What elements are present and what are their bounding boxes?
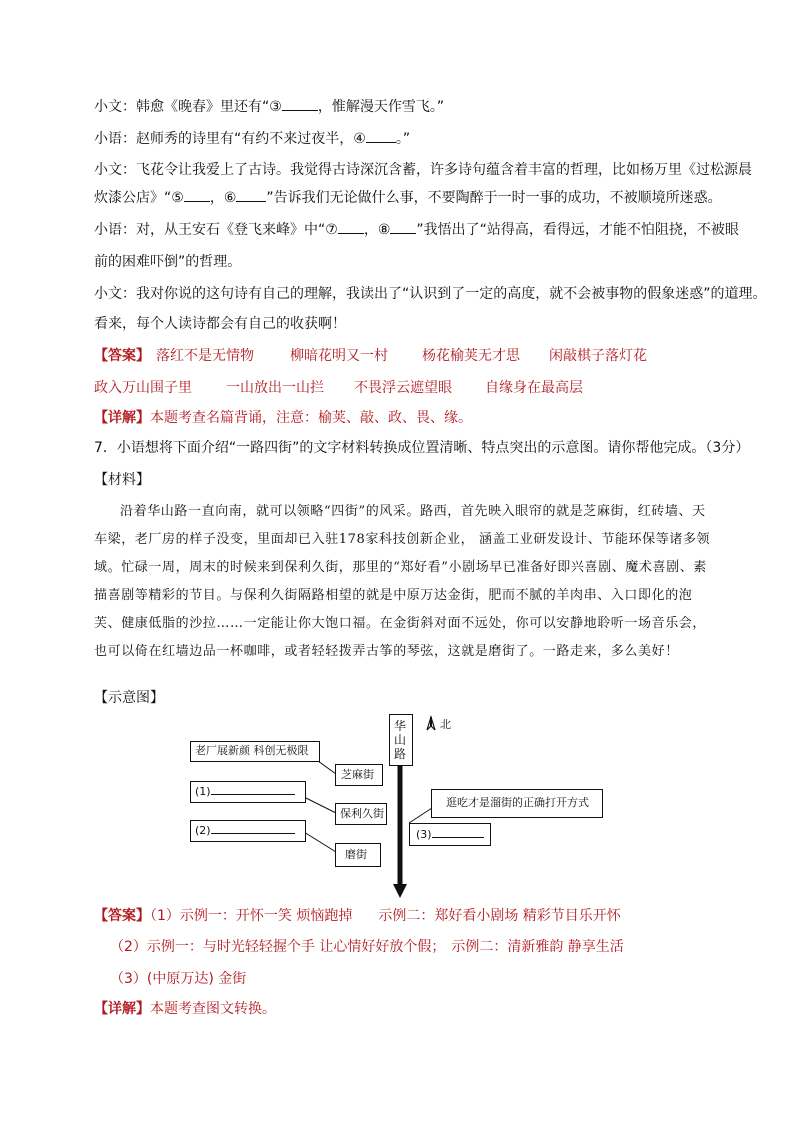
dialogue-line: 看来，每个人读诗都会有自己的收获啊！	[94, 316, 346, 332]
road-box: 华山路	[389, 714, 413, 766]
answer-item: 落红不是无情物	[156, 348, 254, 364]
dialogue-line: 炊漆公店》“⑤ ，⑥ ”告诉我们无论做什么事，不要陶醉于一时一事的成功，不被顺境所迷惑。	[94, 190, 722, 206]
answer-item: 政入万山围子里	[94, 380, 192, 396]
dialogue-line: 小文：韩愈《晚春》里还有“③ ，惟解漫天作雪飞。”	[94, 99, 445, 115]
dialogue-line: 前的困难吓倒”的哲理。	[94, 254, 242, 270]
answer-item: 闲敲棋子落灯花	[549, 348, 647, 364]
slogan-right-box: 逛吃才是溜街的正确打开方式	[431, 789, 603, 818]
street-box-zhima: 芝麻街	[335, 764, 383, 786]
answer-item: 不畏浮云遮望眼	[354, 380, 452, 396]
blank-box-2: (2)	[190, 820, 306, 842]
dialogue-line: 小文：我对你说的这句诗有自己的理解，我读出了“认识到了一定的高度，就不会被事物的假象迷惑”的道理。	[94, 286, 767, 302]
detail-line: 【详解】本题考查图文转换。	[94, 1001, 276, 1017]
material-label: 【材料】	[94, 472, 150, 488]
detail-line: 【详解】本题考查名篇背诵，注意：榆荚、敲、政、畏、缘。	[94, 410, 472, 426]
street-box-baoli: 保利久街	[335, 803, 387, 825]
answer2-line: （2）示例一：与时光轻轻握个手 让心情好好放个假； 示例二：清新雅韵 静享生活	[110, 939, 624, 955]
dialogue-line: 小语：对，从王安石《登飞来峰》中“⑦ ，⑧ ”我悟出了“站得高，看得远，才能不怕阻挠，不被眼	[94, 222, 739, 238]
material-text: 沿着华山路一直向南，就可以领略“四街”的风采。路西，首先映入眼帘的就是芝麻街，红砖墙、天车梁，老厂房的样子没变，里面却已入驻178家科技创新企业， 涵盖工业研发设计、节能环保等诸多领域。忙碌一周，周末的时候来到保利久街，那里的“郑好看”小剧场早已准备好即兴喜剧、魔术喜剧、素描喜剧等精彩的节目。与保利久街隔路相望的就是中原万达金街，肥而不腻的羊肉串、入口即化的泡芙、健康低脂的沙拉……一定能让你大饱口福。在金街斜对面不远处，你可以安静地聆听一场音乐会，也可以倚在红墙边品一杯咖啡，或者轻轻拨弄古筝的琴弦，这就是磨街了。一路走来，多么美好！	[94, 504, 711, 659]
diagram-label: 【示意图】	[94, 690, 164, 706]
answer-item: 杨花榆荚无才思	[422, 348, 520, 364]
answer-label: 【答案】	[94, 348, 150, 364]
street-box-mo: 磨街	[335, 843, 381, 867]
answer-item: 柳暗花明又一村	[290, 348, 388, 364]
slogan-left-box: 老厂展新颜 科创无极限	[190, 741, 320, 762]
answer2-line: 【答案】（1）示例一：开怀一笑 烦恼跑掉 示例二：郑好看小剧场 精彩节目乐开怀	[94, 908, 621, 924]
north-label: 北	[440, 718, 451, 731]
blank-box-3: (3)	[409, 823, 491, 846]
answer2-line: （3）(中原万达) 金街	[110, 971, 247, 987]
dialogue-line: 小文：飞花令让我爱上了古诗。我觉得古诗深沉含蓄，许多诗句蕴含着丰富的哲理，比如杨万里《过松源晨	[94, 162, 752, 178]
question-7: 7．小语想将下面介绍“一路四街”的文字材料转换成位置清晰、特点突出的示意图。请你帮他完成。（3分）	[94, 440, 750, 456]
answer-item: 自缘身在最高层	[485, 380, 583, 396]
answer-item: 一山放出一山拦	[226, 380, 324, 396]
dialogue-line: 小语：赵师秀的诗里有“有约不来过夜半，④ 。”	[94, 131, 411, 147]
blank-box-1: (1)	[190, 781, 306, 803]
